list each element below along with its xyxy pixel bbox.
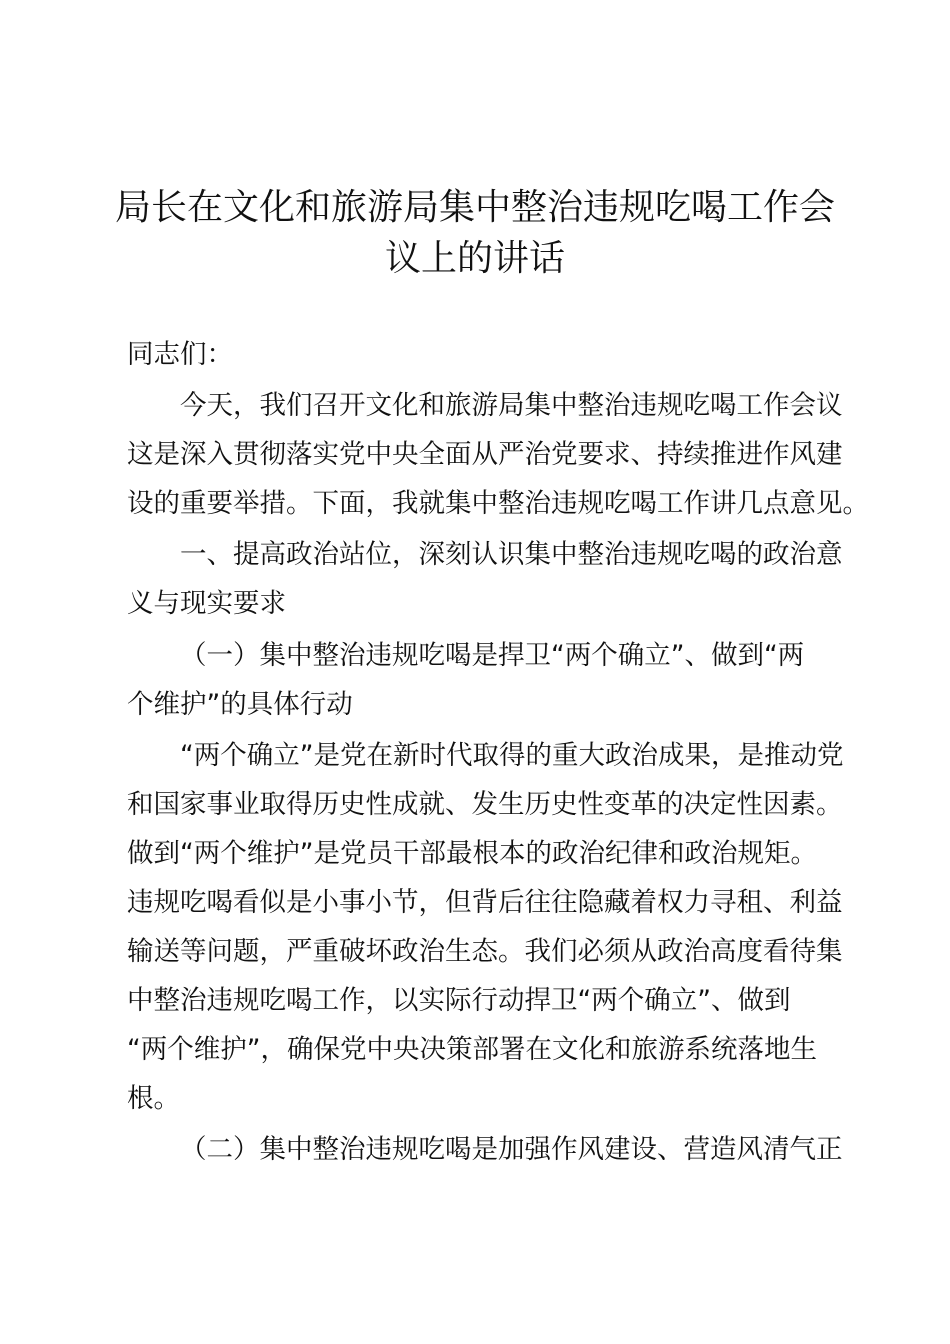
paragraph-line: 设的重要举措。下面，我就集中整治违规吃喝工作讲几点意见。 [127, 488, 869, 519]
document-title-line-1: 局长在文化和旅游局集中整治违规吃喝工作会 [114, 187, 835, 228]
document-title-line-2: 议上的讲话 [384, 238, 565, 279]
paragraph-line: 输送等问题，严重破坏政治生态。我们必须从政治高度看待集 [127, 936, 843, 967]
paragraph-line: 今天，我们召开文化和旅游局集中整治违规吃喝工作会议 [180, 390, 843, 421]
paragraph-line: 根。 [127, 1083, 180, 1114]
section-heading-line: 义与现实要求 [127, 588, 286, 619]
paragraph-line: “两个维护”，确保党中央决策部署在文化和旅游系统落地生 [127, 1034, 817, 1065]
subsection-heading-line: （二）集中整治违规吃喝是加强作风建设、营造风清气正 [180, 1134, 843, 1165]
paragraph-line: 做到“两个维护”是党员干部最根本的政治纪律和政治规矩。 [127, 838, 817, 869]
section-heading-line: 一、提高政治站位，深刻认识集中整治违规吃喝的政治意 [180, 539, 843, 570]
subsection-heading-line: 个维护”的具体行动 [127, 689, 353, 720]
paragraph-line: 中整治违规吃喝工作，以实际行动捍卫“两个确立”、做到 [127, 985, 791, 1016]
paragraph-line: 这是深入贯彻落实党中央全面从严治党要求、持续推进作风建 [127, 439, 843, 470]
subsection-heading-line: （一）集中整治违规吃喝是捍卫“两个确立”、做到“两 [180, 640, 805, 671]
paragraph-line: 违规吃喝看似是小事小节，但背后往往隐藏着权力寻租、利益 [127, 887, 843, 918]
salutation: 同志们： [127, 339, 233, 370]
paragraph-line: “两个确立”是党在新时代取得的重大政治成果，是推动党 [180, 740, 844, 771]
paragraph-line: 和国家事业取得历史性成就、发生历史性变革的决定性因素。 [127, 789, 843, 820]
